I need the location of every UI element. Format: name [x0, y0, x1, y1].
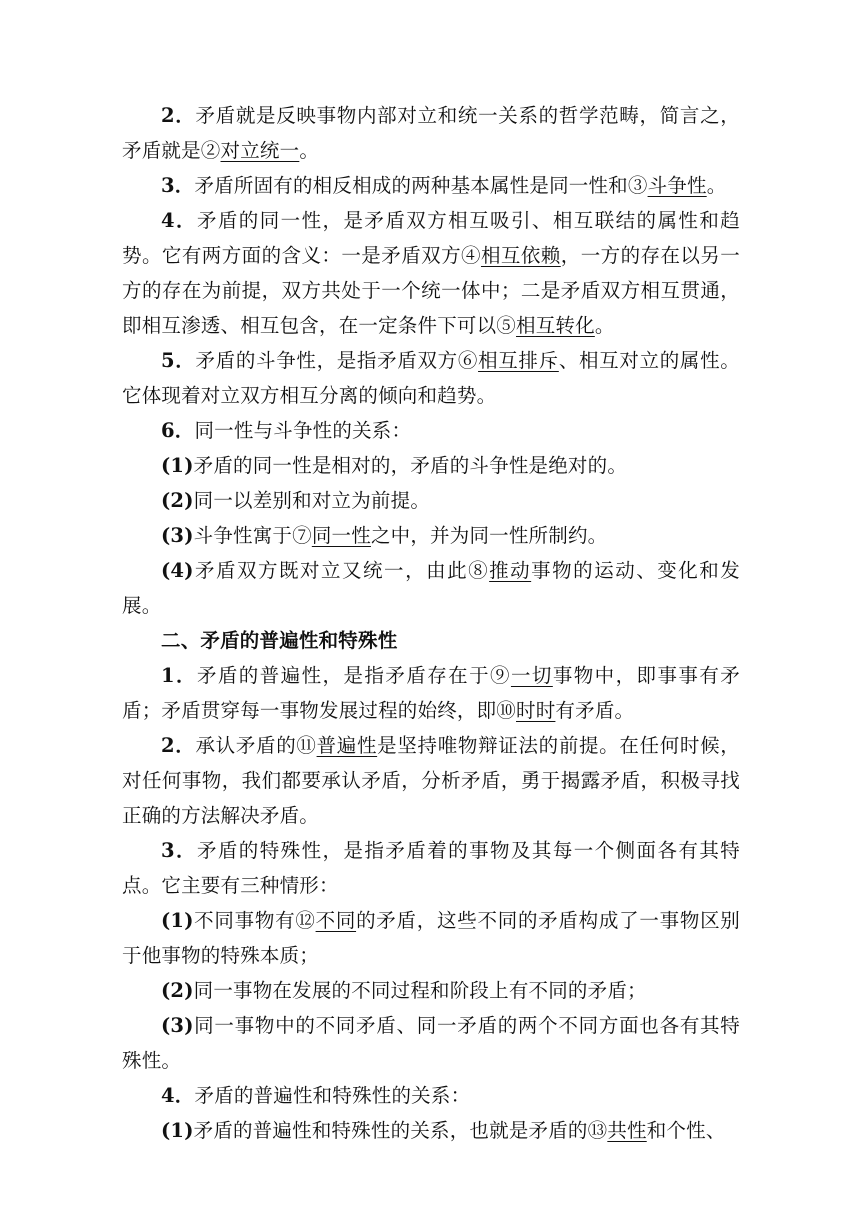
- text: 同一性与斗争性的关系：: [194, 419, 412, 442]
- paragraph-6-2: [122, 483, 740, 518]
- paragraph-6: [122, 413, 740, 448]
- item-number: 5．: [161, 349, 196, 372]
- item-number: (4): [161, 559, 194, 582]
- paragraph-q3: [122, 833, 740, 903]
- answer-7: 同一性: [311, 524, 371, 547]
- paragraph-q3-2: [122, 973, 740, 1008]
- paragraph-5: [122, 343, 740, 413]
- item-number: (2): [161, 489, 194, 512]
- paragraph-q4: [122, 1078, 740, 1113]
- text: ，一方的存在以另一方的存在为前提，双方共处于一个统一体中；二是矛盾双方相互贯通，即相互渗透、相互包含，在一定条件下可以⑤: [122, 244, 740, 337]
- text: 。: [594, 314, 615, 337]
- item-number: (1): [161, 909, 194, 932]
- paragraph-6-3: [122, 518, 740, 553]
- text: 矛盾所固有的相反相成的两种基本属性是同一性和③: [194, 174, 648, 197]
- item-number: (3): [161, 524, 194, 547]
- paragraph-q3-1: [122, 903, 740, 973]
- paragraph-q4-1: [122, 1113, 740, 1148]
- text: 矛盾的特殊性，是指矛盾着的事物及其每一个侧面各有其特点。它主要有三种情形：: [122, 839, 740, 897]
- paragraph-4: [122, 203, 740, 343]
- text: 矛盾的普遍性，是指矛盾存在于⑨: [196, 664, 511, 687]
- text: 有矛盾。: [555, 699, 635, 722]
- answer-3: 斗争性: [647, 174, 707, 197]
- answer-8: 推动: [489, 559, 532, 582]
- item-number: 1．: [161, 664, 197, 687]
- answer-4: 相互依赖: [480, 244, 561, 267]
- text: 不同事物有⑫: [193, 909, 316, 932]
- text: 矛盾的同一性是相对的，矛盾的斗争性是绝对的。: [193, 454, 628, 477]
- item-number: 3．: [161, 174, 195, 197]
- item-number: 4．: [161, 1084, 195, 1107]
- text: 。: [706, 174, 727, 197]
- text: 矛盾双方既对立又统一，由此⑧: [193, 559, 490, 582]
- paragraph-q3-3: [122, 1008, 740, 1078]
- answer-6: 相互排斥: [478, 349, 559, 372]
- text: 的矛盾，这些不同的矛盾构成了一事物区别于他事物的特殊本质；: [122, 909, 740, 967]
- text: 是坚持唯物辩证法的前提。在任何时候，对任何事物，我们都要承认矛盾，分析矛盾，勇于揭露矛盾，积极寻找正确的方法解决矛盾。: [122, 734, 741, 827]
- text: 斗争性寓于⑦: [193, 524, 312, 547]
- item-number: (1): [161, 1119, 194, 1142]
- item-number: 2．: [161, 734, 196, 757]
- text: 和个性、: [646, 1119, 726, 1142]
- text: 矛盾的斗争性，是指矛盾双方⑥: [195, 349, 479, 372]
- text: 之中，并为同一性所制约。: [370, 524, 608, 547]
- text: 同一以差别和对立为前提。: [193, 489, 431, 512]
- text: 矛盾的普遍性和特殊性的关系：: [194, 1084, 471, 1107]
- answer-9: 一切: [510, 664, 553, 687]
- answer-10: 时时: [516, 699, 556, 722]
- item-number: 6．: [161, 419, 195, 442]
- text: 同一事物中的不同矛盾、同一矛盾的两个不同方面也各有其特殊性。: [122, 1014, 740, 1072]
- paragraph-6-1: [122, 448, 740, 483]
- item-number: 2．: [161, 104, 196, 127]
- item-number: (3): [161, 1014, 194, 1037]
- text: 承认矛盾的⑪: [195, 734, 317, 757]
- paragraph-3: [122, 168, 740, 203]
- text: 矛盾就是反映事物内部对立和统一关系的哲学范畴，简言之，矛盾就是②: [122, 104, 741, 162]
- item-number: (1): [161, 454, 194, 477]
- answer-11: 普遍性: [316, 734, 378, 757]
- paragraph-q2: [122, 728, 740, 833]
- text: 事物的运动、变化和发展。: [122, 559, 740, 617]
- paragraph-2: [122, 98, 740, 168]
- text: 事物中，即事事有矛盾；矛盾贯穿每一事物发展过程的始终，即⑩: [122, 664, 740, 722]
- item-number: 3．: [161, 839, 197, 862]
- item-number: 4．: [161, 209, 197, 232]
- paragraph-q1: [122, 658, 740, 728]
- section-heading: 二、矛盾的普遍性和特殊性: [161, 629, 398, 652]
- text: 矛盾的同一性，是矛盾双方相互吸引、相互联结的属性和趋势。它有两方面的含义：一是矛盾双方④: [122, 209, 740, 267]
- text: 矛盾的普遍性和特殊性的关系，也就是矛盾的⑬: [193, 1119, 608, 1142]
- text: 同一事物在发展的不同过程和阶段上有不同的矛盾；: [193, 979, 647, 1002]
- answer-13: 共性: [607, 1119, 647, 1142]
- answer-5: 相互转化: [516, 314, 595, 337]
- paragraph-6-4: [122, 553, 740, 623]
- item-number: (2): [161, 979, 194, 1002]
- answer-2: 对立统一: [220, 139, 300, 162]
- answer-12: 不同: [315, 909, 357, 932]
- text: 、相互对立的属性。它体现着对立双方相互分离的倾向和趋势。: [122, 349, 740, 407]
- text: 。: [299, 139, 320, 162]
